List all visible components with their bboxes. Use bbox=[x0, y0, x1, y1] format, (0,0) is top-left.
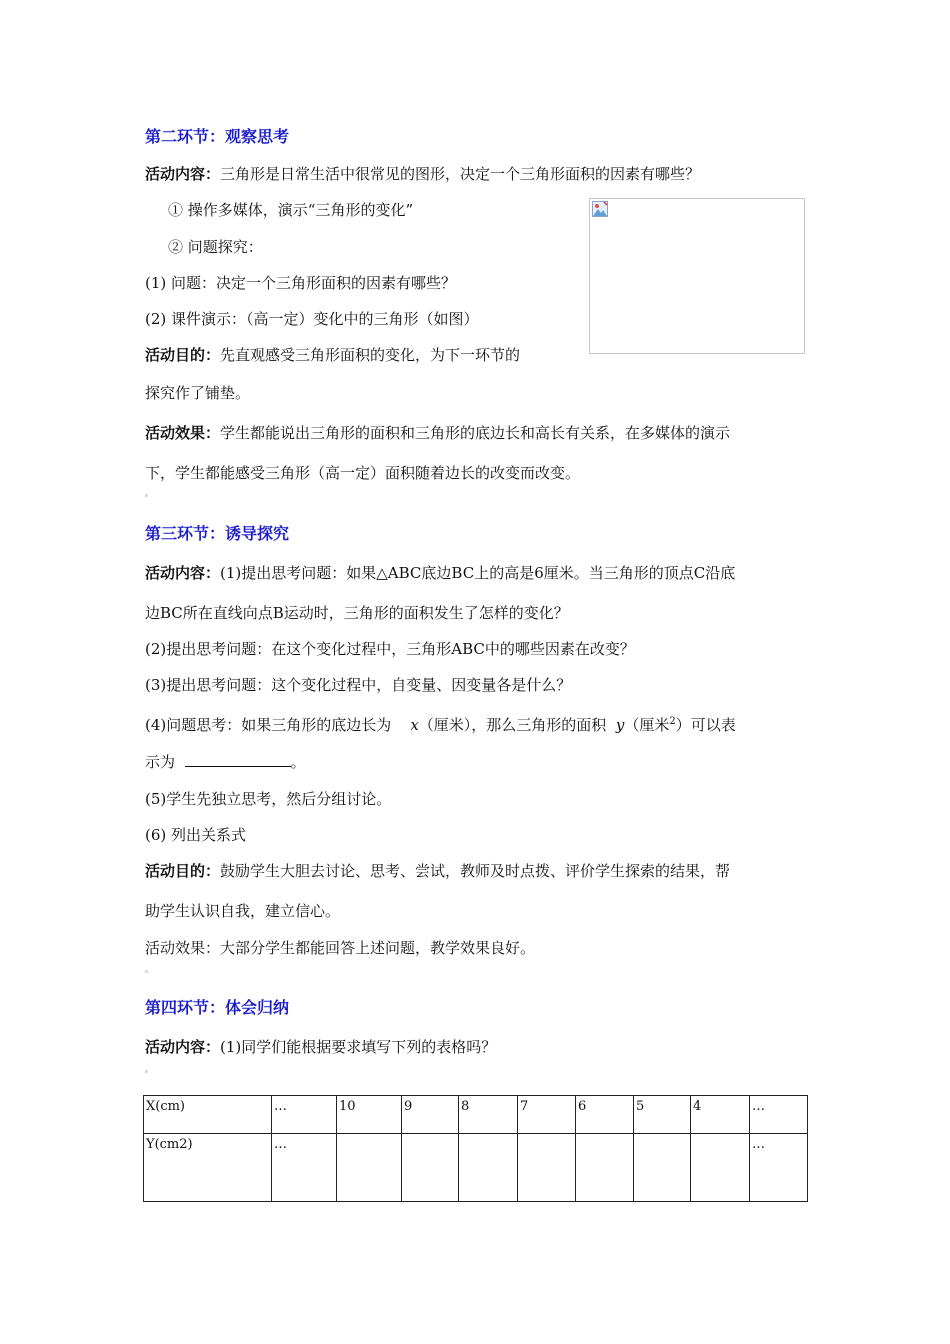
table-row-x bbox=[144, 1096, 808, 1134]
table-cell: … bbox=[750, 1096, 808, 1134]
section4-heading: 第四环节：体会归纳 bbox=[145, 998, 290, 1017]
table-cell bbox=[691, 1134, 750, 1202]
xy-value-table bbox=[143, 1095, 808, 1202]
table-cell bbox=[634, 1134, 691, 1202]
variable-y: y bbox=[615, 716, 625, 734]
section3-purpose-label: 活动目的： bbox=[145, 862, 221, 880]
section2-item2: ② 问题探究： bbox=[168, 238, 263, 256]
section2-content-label: 活动内容： bbox=[145, 165, 221, 183]
section2-purpose-line1: 先直观感受三角形面积的变化，为下一环节的 bbox=[220, 346, 521, 364]
table-cell: X(cm) bbox=[144, 1096, 272, 1134]
section3-point4-part-c: （厘米 bbox=[624, 716, 670, 734]
table-cell bbox=[402, 1134, 459, 1202]
table-cell bbox=[518, 1134, 576, 1202]
table-cell: … bbox=[750, 1134, 808, 1202]
paragraph-mark bbox=[145, 970, 148, 973]
section3-point4-line2-end: 。 bbox=[290, 753, 306, 771]
table-cell: Y(cm2) bbox=[144, 1134, 272, 1202]
section3-purpose-line1: 鼓励学生大胆去讨论、思考、尝试，教师及时点拨、评价学生探索的结果，帮 bbox=[220, 862, 731, 880]
section3-point4-line2-text: 示为 bbox=[145, 753, 176, 771]
variable-x: x bbox=[410, 716, 419, 734]
section2-question2: (2) 课件演示：（高一定）变化中的三角形（如图） bbox=[145, 310, 479, 328]
section2-content bbox=[145, 164, 700, 184]
table-cell: 10 bbox=[337, 1096, 402, 1134]
table-cell: 6 bbox=[576, 1096, 634, 1134]
section3-content-label: 活动内容： bbox=[145, 564, 221, 582]
superscript-2: 2 bbox=[669, 716, 676, 727]
paragraph-mark bbox=[145, 494, 148, 497]
section2-question1: (1) 问题：决定一个三角形面积的因素有哪些？ bbox=[145, 274, 457, 292]
table-cell bbox=[576, 1134, 634, 1202]
section3-content-line1: (1)提出思考问题：如果△ABC底边BC上的高是6厘米。当三角形的顶点C沿底 bbox=[220, 564, 736, 582]
section2-purpose-line2: 探究作了铺垫。 bbox=[145, 384, 251, 402]
table-cell: … bbox=[272, 1096, 337, 1134]
table-row-y bbox=[144, 1134, 808, 1202]
section3-point5: (5)学生先独立思考，然后分组讨论。 bbox=[145, 790, 392, 808]
section2-heading: 第二环节：观察思考 bbox=[145, 127, 290, 146]
section2-content-text: 三角形是日常生活中很常见的图形，决定一个三角形面积的因素有哪些？ bbox=[220, 165, 701, 183]
section2-purpose-label: 活动目的： bbox=[145, 346, 221, 364]
section3-point4-part-a: (4)问题思考：如果三角形的底边长为 bbox=[145, 716, 392, 734]
section2-effect-label: 活动效果： bbox=[145, 424, 221, 442]
section3-point4-part-b: （厘米），那么三角形的面积 bbox=[418, 716, 607, 734]
section4-content-text: (1)同学们能根据要求填写下列的表格吗？ bbox=[220, 1038, 497, 1056]
table-cell: 9 bbox=[402, 1096, 459, 1134]
section3-point2: (2)提出思考问题：在这个变化过程中，三角形ABC中的哪些因素在改变？ bbox=[145, 640, 635, 658]
broken-image-icon bbox=[592, 201, 608, 217]
section3-heading: 第三环节：诱导探究 bbox=[145, 524, 290, 543]
section3-purpose-line2: 助学生认识自我，建立信心。 bbox=[145, 902, 341, 920]
table-cell bbox=[337, 1134, 402, 1202]
table-cell: 7 bbox=[518, 1096, 576, 1134]
paragraph-mark bbox=[145, 1070, 148, 1073]
section3-purpose bbox=[145, 861, 730, 881]
section2-effect bbox=[145, 423, 730, 443]
section4-content-label: 活动内容： bbox=[145, 1038, 221, 1056]
section2-purpose bbox=[145, 345, 520, 365]
section2-item1: ① 操作多媒体，演示“三角形的变化” bbox=[168, 201, 414, 219]
triangle-figure-placeholder bbox=[589, 198, 805, 354]
section2-effect-line2: 下，学生都能感受三角形（高一定）面积随着边长的改变而改变。 bbox=[145, 464, 581, 482]
section3-point4-part-d: ）可以表 bbox=[675, 716, 736, 734]
section3-point3: (3)提出思考问题：这个变化过程中，自变量、因变量各是什么？ bbox=[145, 676, 572, 694]
table-cell: 8 bbox=[459, 1096, 518, 1134]
table-cell: … bbox=[272, 1134, 337, 1202]
section3-effect: 活动效果：大部分学生都能回答上述问题，教学效果良好。 bbox=[145, 939, 536, 957]
section3-point6: (6) 列出关系式 bbox=[145, 826, 247, 844]
section3-content bbox=[145, 563, 735, 583]
table-cell: 4 bbox=[691, 1096, 750, 1134]
table-cell bbox=[459, 1134, 518, 1202]
section4-content bbox=[145, 1037, 496, 1057]
section3-point4 bbox=[145, 712, 736, 735]
answer-blank bbox=[185, 752, 291, 767]
section3-point4-line2 bbox=[145, 752, 306, 772]
table-cell: 5 bbox=[634, 1096, 691, 1134]
section2-effect-line1: 学生都能说出三角形的面积和三角形的底边长和高长有关系，在多媒体的演示 bbox=[220, 424, 731, 442]
section3-content-line2: 边BC所在直线向点B运动时，三角形的面积发生了怎样的变化？ bbox=[145, 604, 569, 622]
